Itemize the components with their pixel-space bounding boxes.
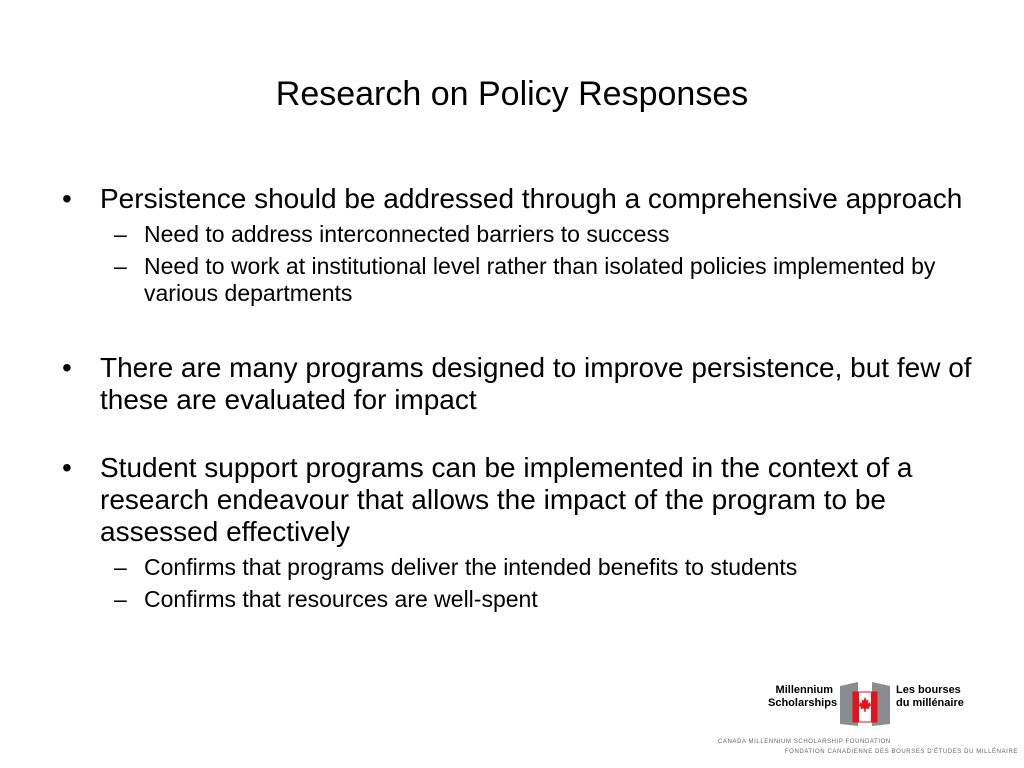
sub-bullet-text: Confirms that resources are well-spent (144, 586, 538, 612)
sub-bullet-item (114, 221, 992, 248)
bullet-text: There are many programs designed to improve persistence, but few of these are evaluated for impact (100, 352, 972, 415)
foundation-name (718, 737, 1018, 757)
sub-bullet-list (114, 221, 992, 307)
foundation-name-fr: FONDATION CANADIENNE DES BOURSES D'ÉTUDES DU MILLÉNAIRE (784, 749, 1018, 755)
logo-fr-line2: du millénaire (896, 697, 964, 709)
logo-en-line2: Scholarships (768, 697, 838, 709)
logo-text-en (768, 684, 838, 710)
slide-content (62, 183, 992, 618)
logo-text-fr (896, 684, 996, 710)
bullet-marker: • (62, 183, 72, 214)
sub-bullet-text: Confirms that programs deliver the intended benefits to students (144, 554, 798, 580)
millennium-scholarships-logo (768, 680, 1018, 730)
bullet-item (62, 452, 992, 548)
sub-bullet-item (114, 554, 992, 581)
maple-leaf-icon (838, 680, 892, 728)
dash-marker: – (114, 221, 127, 247)
slide-title: Research on Policy Responses (275, 75, 749, 113)
dash-marker: – (114, 253, 127, 279)
sub-bullet-item (114, 586, 992, 613)
logo-en-line1: Millennium (775, 684, 833, 696)
dash-marker: – (114, 554, 127, 580)
bullet-marker: • (62, 352, 72, 383)
bullet-item (62, 183, 992, 215)
bullet-item (62, 352, 992, 416)
sub-bullet-text: Need to address interconnected barriers to success (144, 221, 670, 247)
sub-bullet-item (114, 253, 992, 307)
foundation-name-en: CANADA MILLENNIUM SCHOLARSHIP FOUNDATION (718, 739, 891, 745)
bullet-marker: • (62, 452, 72, 483)
sub-bullet-text: Need to work at institutional level rather than isolated policies implemented by various departments (144, 253, 936, 306)
sub-bullet-list (114, 554, 992, 613)
bullet-text: Persistence should be addressed through a comprehensive approach (100, 183, 963, 214)
logo-fr-line1: Les bourses (896, 684, 961, 696)
dash-marker: – (114, 586, 127, 612)
bullet-text: Student support programs can be implemented in the context of a research endeavour that allows the impact of the program to be assessed effectively (100, 452, 913, 547)
